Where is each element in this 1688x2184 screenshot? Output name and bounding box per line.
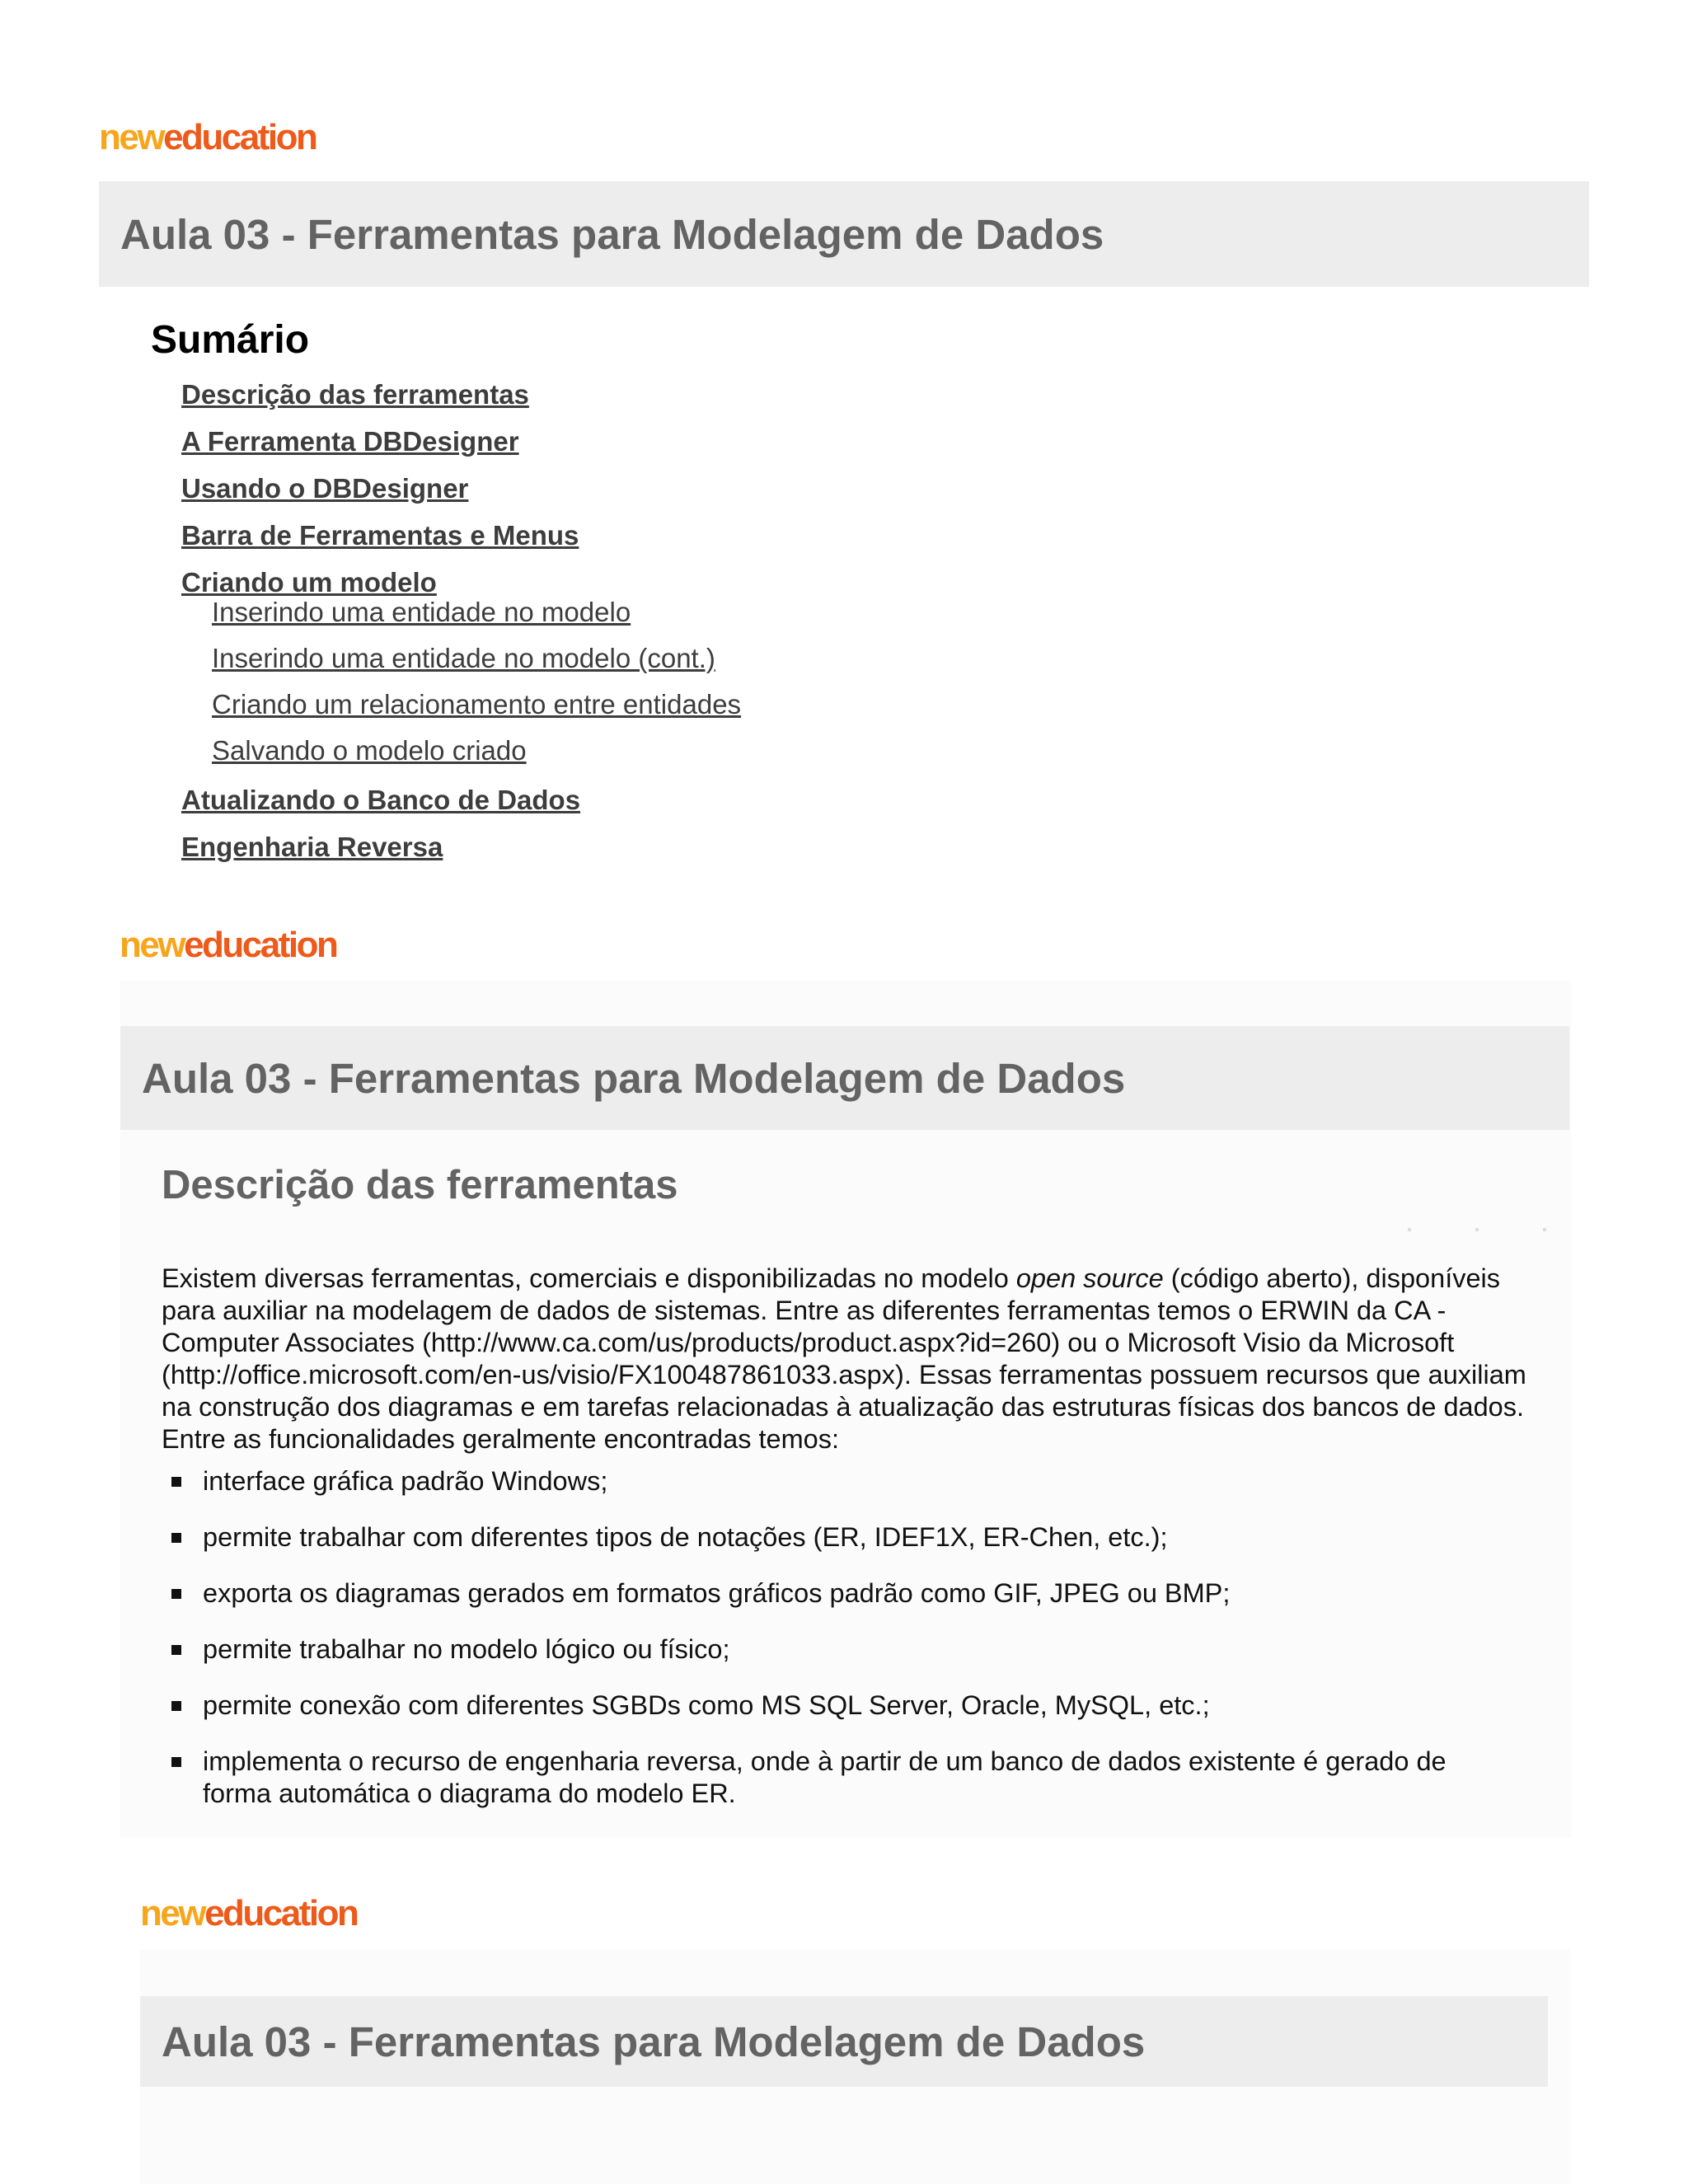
toc-link-inserindo-entidade-cont[interactable]: Inserindo uma entidade no modelo (cont.) — [212, 643, 715, 673]
toc-link-ferramenta-dbdesigner[interactable]: A Ferramenta DBDesigner — [181, 426, 519, 457]
feature-text: exporta os diagramas gerados em formatos gráficos padrão como GIF, JPEG ou BMP; — [203, 1578, 1231, 1608]
slide-title-bar — [99, 181, 1589, 287]
slide-title: Aula 03 - Ferramentas para Modelagem de Dados — [162, 2018, 1146, 2065]
square-bullet-icon — [171, 1477, 181, 1487]
toc-item — [181, 375, 741, 422]
toc-item — [181, 422, 741, 469]
toc-subitem — [212, 688, 741, 734]
feature-text: permite trabalhar no modelo lógico ou físico; — [203, 1634, 730, 1664]
toc-link-criando-modelo[interactable]: Criando um modelo — [181, 567, 437, 598]
square-bullet-icon — [171, 1757, 181, 1767]
toc-link-atualizando-banco[interactable]: Atualizando o Banco de Dados — [181, 785, 581, 815]
logo-education-text: education — [163, 117, 316, 157]
intro-emphasis: open source — [1015, 1263, 1164, 1293]
list-item — [162, 1465, 1522, 1497]
toc-link-salvando-modelo[interactable]: Salvando o modelo criado — [212, 735, 527, 766]
toc-link-criando-relacionamento[interactable]: Criando um relacionamento entre entidades — [212, 689, 742, 719]
summary-toc — [181, 375, 741, 874]
decorative-dot — [1543, 1228, 1546, 1231]
toc-link-barra-ferramentas[interactable]: Barra de Ferramentas e Menus — [181, 520, 579, 551]
section-intro-paragraph — [162, 1263, 1546, 1455]
decorative-dot — [1475, 1228, 1479, 1231]
toc-item — [181, 469, 741, 516]
list-item — [162, 1690, 1522, 1722]
toc-subitem — [212, 596, 741, 642]
toc-subitem — [212, 734, 741, 780]
feature-text: interface gráfica padrão Windows; — [203, 1466, 608, 1496]
square-bullet-icon — [171, 1533, 181, 1543]
toc-item — [181, 780, 741, 827]
square-bullet-icon — [171, 1589, 181, 1599]
neweducation-logo — [140, 1893, 358, 1933]
intro-text-end: (código aberto), disponíveis para auxiliar na modelagem de dados de sistemas. Entre as diferentes ferramentas temos o ERWIN da CA - Computer Associates (http://www.ca.com/us/products/product.aspx?id=260) ou o Microsoft Visio da Microsoft (http://office.microsoft.com/en-us/visio/FX100487861033.aspx). Essas ferramentas possuem recursos que auxiliam na construção dos diagramas e em tarefas relacionadas à atualização das estruturas físicas dos bancos de dados. Entre as funcionalidades geralmente encontradas temos: — [162, 1263, 1526, 1454]
neweducation-logo — [99, 117, 316, 157]
feature-text: permite trabalhar com diferentes tipos de notações (ER, IDEF1X, ER-Chen, etc.); — [203, 1522, 1168, 1552]
section-heading: Descrição das ferramentas — [162, 1163, 678, 1207]
feature-text: permite conexão com diferentes SGBDs como MS SQL Server, Oracle, MySQL, etc.; — [203, 1690, 1210, 1720]
neweducation-logo — [120, 927, 336, 963]
list-item — [162, 1633, 1522, 1666]
square-bullet-icon — [171, 1645, 181, 1655]
slide-title: Aula 03 - Ferramentas para Modelagem de Dados — [142, 1054, 1126, 1102]
logo-education-text: education — [204, 1893, 358, 1933]
feature-list — [162, 1465, 1522, 1834]
slide-title: Aula 03 - Ferramentas para Modelagem de Dados — [120, 210, 1104, 258]
toc-item — [181, 563, 741, 596]
toc-item — [181, 516, 741, 563]
square-bullet-icon — [171, 1701, 181, 1711]
logo-education-text: education — [184, 925, 337, 965]
feature-text: implementa o recurso de engenharia reversa, onde à partir de um banco de dados existente é gerado de forma automática o diagrama do modelo ER. — [203, 1746, 1447, 1808]
list-item — [162, 1577, 1522, 1610]
summary-heading: Sumário — [151, 318, 310, 362]
slide-title-bar — [140, 1996, 1548, 2087]
toc-item — [181, 827, 741, 874]
toc-link-inserindo-entidade[interactable]: Inserindo uma entidade no modelo — [212, 597, 631, 627]
toc-subitem — [212, 642, 741, 688]
decorative-dot — [1408, 1228, 1411, 1231]
toc-link-engenharia-reversa[interactable]: Engenharia Reversa — [181, 832, 443, 862]
toc-link-descricao[interactable]: Descrição das ferramentas — [181, 379, 529, 410]
logo-new-text: new — [140, 1893, 205, 1933]
intro-text-start: Existem diversas ferramentas, comerciais e disponibilizadas no modelo — [162, 1263, 1016, 1293]
logo-new-text: new — [120, 925, 185, 965]
toc-link-usando-dbdesigner[interactable]: Usando o DBDesigner — [181, 473, 469, 504]
list-item — [162, 1521, 1522, 1554]
slide-title-bar — [120, 1026, 1569, 1130]
logo-new-text: new — [99, 117, 164, 157]
list-item — [162, 1746, 1522, 1810]
